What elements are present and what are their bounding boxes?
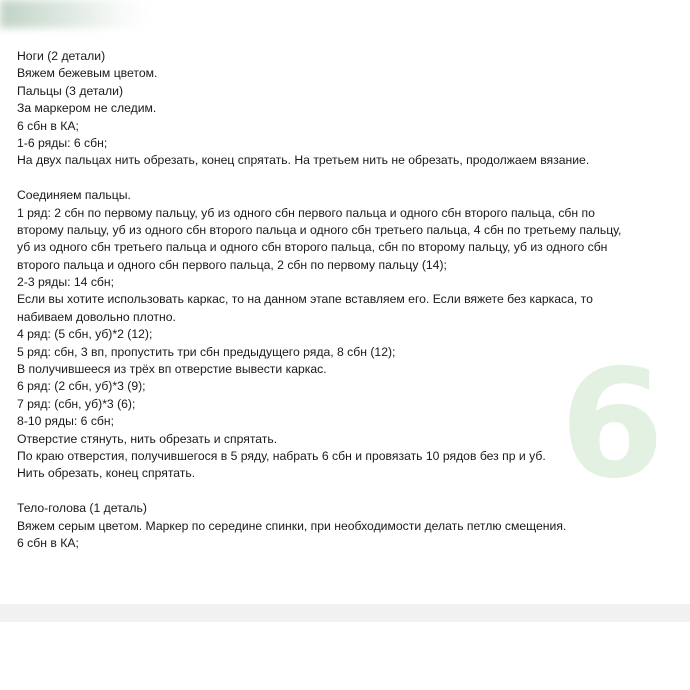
page-number-watermark: 6 [560, 338, 665, 512]
blurred-header-fragment [0, 0, 150, 28]
text-line: 1 ряд: 2 сбн по первому пальцу, уб из одного сбн первого пальца и одного сбн второго пальца, сбн по [17, 205, 595, 220]
text-line: 6 сбн в КА; [17, 118, 79, 133]
text-line: уб из одного сбн третьего пальца и одного сбн второго пальца, сбн по второму пальцу, уб из одного сбн [17, 240, 608, 255]
text-line: второго пальца и одного сбн первого пальца, 2 сбн по первому пальцу (14); [17, 257, 447, 272]
text-line: 6 ряд: (2 сбн, уб)*3 (9); [17, 379, 146, 394]
bottom-blank-area [0, 622, 690, 690]
text-line: Вяжем серым цветом. Маркер по середине спинки, при необходимости делать петлю смещения. [17, 518, 567, 533]
pattern-text [17, 48, 685, 552]
section-heading-line: Тело-голова (1 деталь) [17, 501, 147, 516]
text-line: В получившееся из трёх вп отверстие вывести каркас. [17, 362, 327, 377]
text-line: второму пальцу, уб из одного сбн второго пальца и одного сбн третьего пальца, 4 сбн по третьему пальцу, [17, 222, 622, 237]
text-line: Нить обрезать, конец спрятать. [17, 466, 196, 481]
bottom-gray-band [0, 604, 690, 690]
paragraph-gap [17, 170, 685, 187]
text-line: 2-3 ряды: 14 сбн; [17, 275, 115, 290]
text-line: 1-6 ряды: 6 сбн; [17, 135, 108, 150]
text-line: По краю отверстия, получившегося в 5 ряду, набрать 6 сбн и провязать 10 рядов без пр и уб. [17, 448, 546, 463]
text-line: 4 ряд: (5 сбн, уб)*2 (12); [17, 327, 153, 342]
section-heading-line: Соединяем пальцы. [17, 188, 131, 203]
text-line: 5 ряд: сбн, 3 вп, пропустить три сбн предыдущего ряда, 8 сбн (12); [17, 344, 396, 359]
text-line: Отверстие стянуть, нить обрезать и спрятать. [17, 431, 278, 446]
text-line: За маркером не следим. [17, 101, 157, 116]
text-line: Пальцы (3 детали) [17, 83, 124, 98]
text-line: На двух пальцах нить обрезать, конец спрятать. На третьем нить не обрезать, продолжаем вязание. [17, 153, 590, 168]
text-line: 7 ряд: (сбн, уб)*3 (6); [17, 396, 136, 411]
section-heading-line: Ноги (2 детали) [17, 49, 106, 63]
text-line: Если вы хотите использовать каркас, то на данном этапе вставляем его. Если вяжете без каркаса, то [17, 292, 593, 307]
text-line: набиваем довольно плотно. [17, 309, 176, 324]
text-line: Вяжем бежевым цветом. [17, 66, 158, 81]
text-line: 8-10 ряды: 6 сбн; [17, 414, 115, 429]
text-line: 6 сбн в КА; [17, 535, 79, 550]
paragraph-gap [17, 483, 685, 500]
